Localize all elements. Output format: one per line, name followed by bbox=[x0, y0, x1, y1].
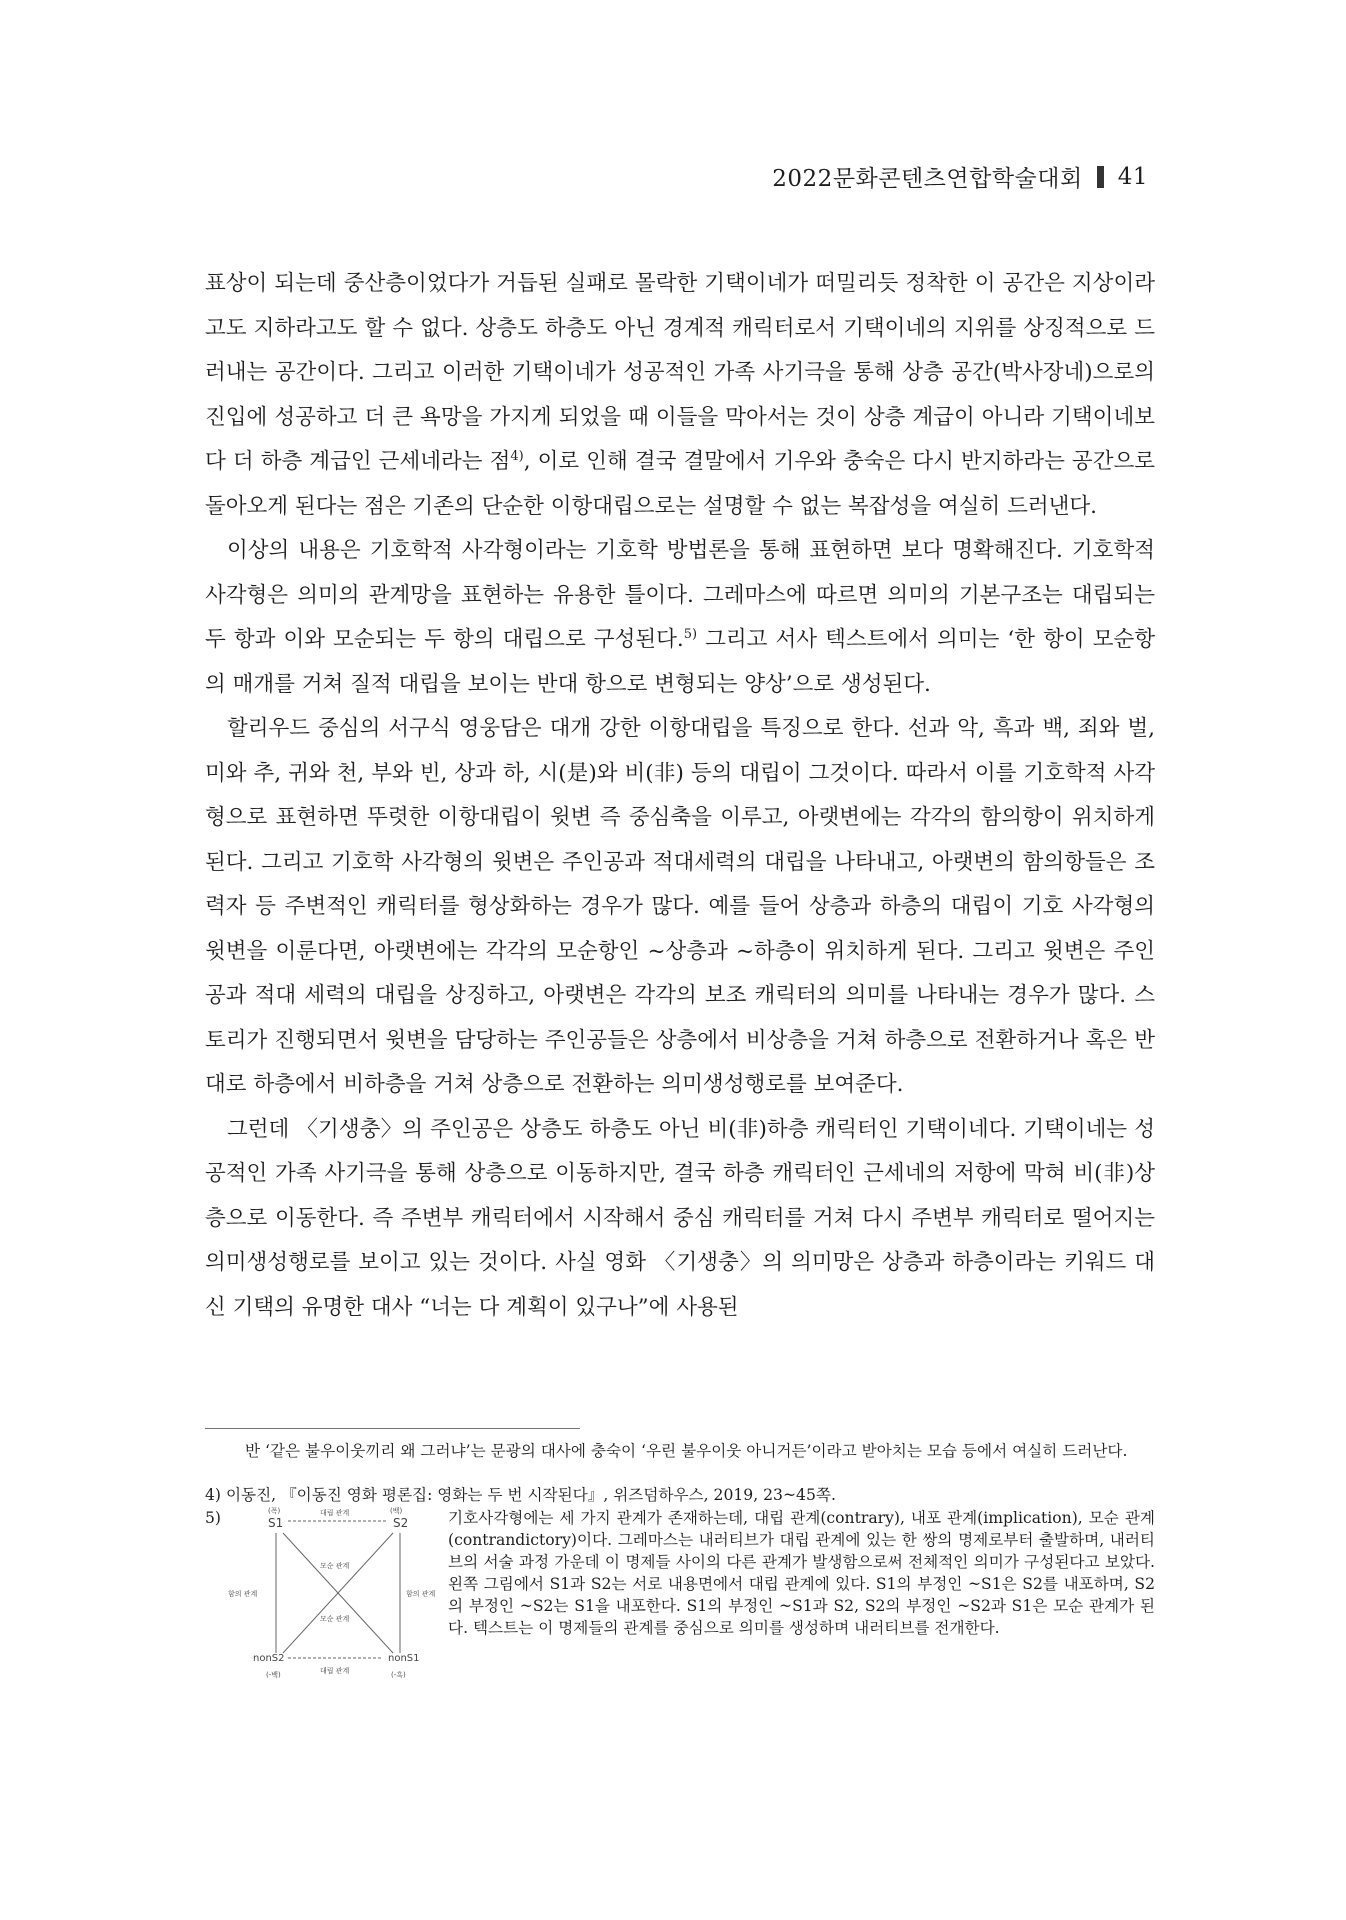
paragraph: 표상이 되는데 중산층이었다가 거듭된 실패로 몰락한 기택이네가 떠밀리듯 정착한 이 공간은 지상이라고도 지하라고도 할 수 없다. 상층도 하층도 아닌 경계적 캐릭터로서 기택이네의 지위를 상징적으로 드러내는 공간이다. 그리고 이러한 기택이네가 성공적인 가족 사기극을 통해 상층 공간(박사장네)으로의 진입에 성공하고 더 큰 욕망을 가지게 되었을 때 이들을 막아서는 것이 상층 계급이 아니라 기택이네보다 더 하층 계급인 근세네라는 점$^{4)}$, 이로 인해 결국 결말에서 기우와 충숙은 다시 반지하라는 공간으로 돌아오게 된다는 점은 기존의 단순한 이항대립으로는 설명할 수 없는 복잡성을 여실히 드러낸다. bbox=[205, 271, 1155, 519]
tag-bottom-left: (-백) bbox=[266, 1671, 281, 1679]
label-upper-contradiction: 모순 관계 bbox=[320, 1562, 350, 1570]
footnote-5: 기호사각형에는 세 가지 관계가 존재하는데, 대립 관계(contrary), 내포 관계(implication), 모순 관계(contrandictory)이다. 그레마스는 내러티브가 대립 관계에 있는 한 쌍의 명제로부터 출발하며, 내러티브의 서술 과정 가운데 이 명제들 사이의 다른 관계가 발생함으로써 전체적인 의미가 구성된다고 보았다. 왼쪽 그림에서 S1과 S2는 서로 내용면에서 대립 관계에 있다. S1의 부정인 ~S1은 S2를 내포하며, S2의 부정인 ~S2는 S1을 내포한다. S1의 부정인 ~S1과 S2, S2의 부정인 ~S2과 S1은 모순 관계가 된다. 텍스트는 이 명제들의 관계를 중심으로 의미를 생성하며 내러티브를 전개한다. bbox=[448, 1509, 1155, 1637]
paragraph: 그런데 〈기생충〉의 주인공은 상층도 하층도 아닌 비(非)하층 캐릭터인 기택이네다. 기택이네는 성공적인 가족 사기극을 통해 상층으로 이동하지만, 결국 하층 캐릭터인 근세네의 저항에 막혀 비(非)상층으로 이동한다. 즉 주변부 캐릭터에서 시작해서 중심 캐릭터를 거쳐 다시 주변부 캐릭터로 떨어지는 의미생성행로를 보이고 있는 것이다. 사실 영화 〈기생충〉의 의미망은 상층과 하층이라는 키워드 대신 기택의 유명한 대사 “너는 다 계획이 있구나”에 사용된 bbox=[205, 1116, 1155, 1320]
label-left-implication: 함의 관계 bbox=[228, 1590, 258, 1598]
label-lower-contradiction: 모순 관계 bbox=[320, 1615, 350, 1623]
label-nons2: nonS2 bbox=[253, 1653, 285, 1664]
footnote-divider bbox=[205, 1428, 580, 1429]
page-number: 41 bbox=[1117, 163, 1148, 190]
label-s1: S1 bbox=[268, 1516, 284, 1530]
footnote-5-number: 5) bbox=[205, 1509, 222, 1527]
label-right-implication: 함의 관계 bbox=[406, 1590, 436, 1598]
running-header bbox=[772, 160, 1148, 193]
label-top-relation: 대립 관계 bbox=[320, 1509, 350, 1517]
label-bottom-relation: 대립 관계 bbox=[320, 1667, 350, 1675]
footnote-continuation: 반 ‘같은 불우이웃끼리 왜 그러냐’는 문광의 대사에 충숙이 ‘우린 불우이웃 아니거든’이라고 받아치는 모습 등에서 여실히 드러난다. bbox=[245, 1442, 1128, 1460]
label-s2: S2 bbox=[393, 1516, 409, 1530]
paragraph: 할리우드 중심의 서구식 영웅담은 대개 강한 이항대립을 특징으로 한다. 선과 악, 흑과 백, 죄와 벌, 미와 추, 귀와 천, 부와 빈, 상과 하, 시(是)와 비(非) 등의 대립이 그것이다. 따라서 이를 기호학적 사각형으로 표현하면 뚜렷한 이항대립이 윗변 즉 중심축을 이루고, 아랫변에는 각각의 함의항이 위치하게 된다. 그리고 기호학 사각형의 윗변은 주인공과 적대세력의 대립을 나타내고, 아랫변의 함의항들은 조력자 등 주변적인 캐릭터를 형상화하는 경우가 많다. 예를 들어 상층과 하층의 대립이 기호 사각형의 윗변을 이룬다면, 아랫변에는 각각의 모순항인 ~상층과 ~하층이 위치하게 된다. 그리고 윗변은 주인공과 적대 세력의 대립을 상징하고, 아랫변은 각각의 보조 캐릭터의 의미를 나타내는 경우가 많다. 스토리가 진행되면서 윗변을 담당하는 주인공들은 상층에서 비상층을 거쳐 하층으로 전환하거나 혹은 반대로 하층에서 비하층을 거쳐 상층으로 전환하는 의미생성행로를 보여준다. bbox=[205, 716, 1155, 1097]
footnote-ref[interactable]: 5) bbox=[683, 626, 698, 642]
label-nons1: nonS1 bbox=[388, 1653, 420, 1664]
semiotic-square-diagram bbox=[228, 1503, 440, 1683]
tag-bottom-right: (-흑) bbox=[391, 1671, 406, 1679]
main-text bbox=[205, 262, 1155, 1330]
paragraph: 이상의 내용은 기호학적 사각형이라는 기호학 방법론을 통해 표현하면 보다 명확해진다. 기호학적 사각형은 의미의 관계망을 표현하는 유용한 틀이다. 그레마스에 따르면 의미의 기본구조는 대립되는 두 항과 이와 모순되는 두 항의 대립으로 구성된다.$^{5)}$ 그리고 서사 텍스트에서 의미는 ‘한 항이 모순항의 매개를 거쳐 질적 대립을 보이는 반대 항으로 변형되는 양상’으로 생성된다. bbox=[205, 538, 1155, 697]
tag-top-right: (백) bbox=[390, 1507, 403, 1515]
conference-title: 2022문화콘텐츠연합학술대회 bbox=[772, 166, 1083, 192]
header-separator bbox=[1097, 166, 1104, 188]
tag-top-left: (폭) bbox=[268, 1507, 281, 1515]
footnote-ref[interactable]: 4) bbox=[510, 448, 524, 464]
footnote-4: 4) 이동진, 『이동진 영화 평론집: 영화는 두 번 시작된다』, 위즈덤하우스, 2019, 23~45쪽. bbox=[205, 1486, 836, 1504]
